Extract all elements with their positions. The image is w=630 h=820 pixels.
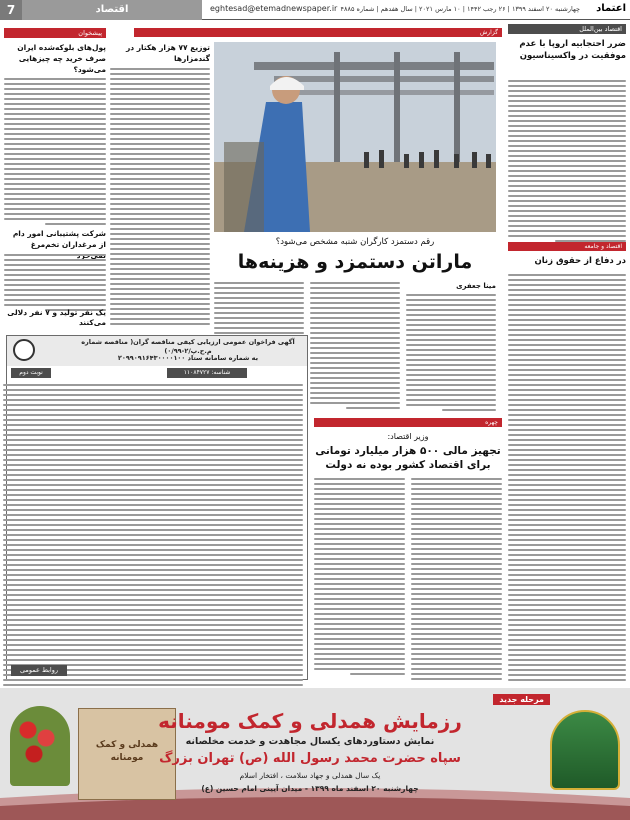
banner-line-2: نمایش دستاوردهای یکسال مجاهدت و خدمت مخلصانه — [185, 736, 435, 747]
banner-box-text: همدلی و کمک مومنانه — [95, 740, 159, 763]
tender-advertisement — [6, 335, 308, 680]
main-article-body-col-1 — [406, 282, 496, 412]
main-article-headline: ماراتن دستمزد و هزینه‌ها — [237, 251, 473, 273]
column-label: اقتصاد بین‌الملل — [508, 24, 626, 34]
mid-article-kicker: وزیر اقتصاد: — [387, 432, 429, 441]
banner-flowers-icon — [10, 706, 70, 786]
left-column-b — [4, 28, 106, 328]
section-title: اقتصاد — [22, 0, 202, 20]
article-headline: ضرر احتجابیه اروپا با عدم موفقیت در واکسیناسیون — [519, 39, 626, 61]
article-body-2 — [4, 254, 106, 314]
right-column — [508, 24, 626, 684]
ad-footer: روابط عمومی — [11, 665, 67, 676]
newspaper-logo: اعتماد — [596, 3, 626, 14]
banner-line-3: سپاه حضرت محمد رسول الله (ص) تهران بزرگ — [159, 751, 461, 766]
article-headline: توزیع ۷۷ هزار هکتار در گندمزارها — [125, 43, 210, 63]
article-headline-1: پول‌های بلوکه‌شده ایران صرف خرید چه چیزهایی می‌شود؟ — [17, 43, 106, 74]
report-label: گزارش — [134, 28, 502, 37]
mid-article-headline-2: برای اقتصاد کشور بوده نه دولت — [325, 459, 491, 471]
article-headline-3: یک نفر تولید و ۷ نفر دلالی می‌کنند — [7, 308, 106, 327]
column-label-2: اقتصاد و جامعه — [508, 242, 626, 251]
article-body — [110, 68, 210, 327]
article-body — [310, 282, 400, 409]
ad-id-box: شناسه: ۱۱۰۸۴۷۲۷ — [167, 368, 247, 378]
column-label: پیشخوان — [4, 28, 106, 38]
article-body-1 — [4, 78, 106, 228]
main-article-kicker: رقم دستمزد کارگران شنبه مشخص می‌شود؟ — [275, 237, 435, 247]
ad-round-box: نوبت دوم — [11, 368, 51, 378]
ad-logo-icon — [13, 339, 35, 361]
article-body — [406, 294, 496, 411]
ad-header — [7, 336, 307, 366]
ad-body — [3, 384, 303, 709]
article-body-2 — [508, 274, 626, 684]
ad-title: آگهی فراخوان عمومی ارزیابی کیفی مناقصه گران( مناقصه شماره م.ح.پ/۲-۰/۹۹) — [81, 338, 295, 355]
article-body — [314, 478, 502, 681]
banner-line-4: یک سال همدلی و جهاد سلامت ، افتخار اسلام — [239, 771, 381, 780]
bottom-banner-ad — [0, 688, 630, 820]
byline: مینا جعفری — [456, 282, 496, 290]
masthead — [0, 0, 630, 20]
left-column-a — [110, 42, 210, 327]
article-body — [508, 80, 626, 245]
email-address: eghtesad@etemadnewspaper.ir — [210, 4, 338, 13]
banner-emblem-icon — [550, 710, 620, 790]
industrial-site-image — [214, 42, 496, 232]
article-headline-2: شرکت پشتیبانی امور دام از مرغداران تخم‌مرغ — [12, 229, 106, 249]
article-headline-2: در دفاع از حقوق زنان — [534, 256, 626, 266]
mid-article-body — [314, 478, 502, 683]
page-number: 7 — [0, 0, 22, 20]
date-line: چهارشنبه ۲۰ اسفند ۱۳۹۹ | ۲۶ رجب ۱۴۴۲ | ۱۰ مارس ۲۰۲۱ | سال هفدهم | شماره ۴۸۸۵ — [340, 5, 580, 13]
banner-line-5: چهارشنبه ۲۰ اسفند ماه ۱۳۹۹ - میدان آیینی امام حسین (ع) — [201, 784, 419, 793]
mid-article-headline-1: تجهیز مالی ۵۰۰ هزار میلیارد تومانی — [315, 445, 501, 457]
main-article-body-col-2 — [310, 282, 400, 412]
banner-kicker: مرحله جدید — [493, 694, 550, 705]
article-photo — [214, 42, 496, 232]
ad-subtitle: به شماره سامانه ستاد ۲۰۹۹۰۹۱۶۴۳۰۰۰۰۱۰۰ — [117, 354, 259, 362]
mid-section-label: چهره — [314, 418, 502, 427]
banner-title: رزمایش همدلی و کمک مومنانه — [158, 709, 462, 733]
